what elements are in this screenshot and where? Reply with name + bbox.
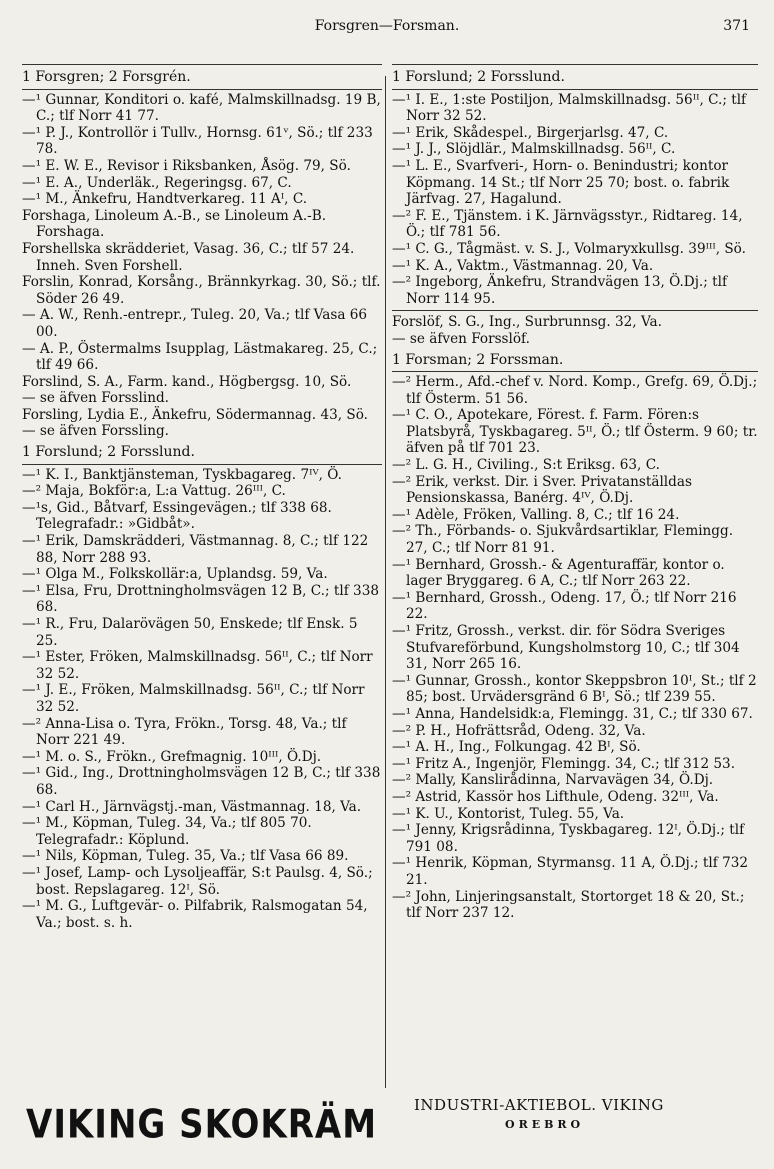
directory-entry: —² Maja, Bokför:a, L:a Vattug. 26ᴵᴵᴵ, C. bbox=[22, 483, 286, 500]
directory-entry: —¹ E. A., Underläk., Regeringsg. 67, C. bbox=[22, 174, 292, 191]
directory-entry: Forsling, Lydia E., Änkefru, Södermannag. 43, Sö. bbox=[22, 406, 368, 423]
directory-entry: —¹ M., Köpman, Tuleg. 34, Va.; tlf 805 70. Telegrafadr.: Köplund. bbox=[22, 815, 312, 848]
section-heading: 1 Forsman; 2 Forssman. bbox=[392, 348, 758, 373]
directory-entry: —¹ Elsa, Fru, Drottningholmsvägen 12 B, C.; tlf 338 68. bbox=[22, 582, 380, 616]
directory-entry: —¹ K. A., Vaktm., Västmannag. 20, Va. bbox=[392, 257, 654, 274]
column-divider bbox=[385, 76, 386, 1088]
directory-entry: —¹ Fritz A., Ingenjör, Flemingg. 34, C.; tlf 312 53. bbox=[392, 755, 736, 772]
directory-entry: —¹ Bernhard, Grossh., Odeng. 17, Ö.; tlf Norr 216 22. bbox=[392, 589, 737, 623]
directory-entry: —¹ K. U., Kontorist, Tuleg. 55, Va. bbox=[392, 805, 625, 822]
left-column bbox=[22, 64, 382, 1087]
directory-entry: —¹ E. W. E., Revisor i Riksbanken, Åsög. 79, Sö. bbox=[22, 157, 351, 174]
directory-entry: —¹ Fritz, Grossh., verkst. dir. för Södra Sveriges Stufvareförbund, Kungsholmstorg 10, C.; tlf 304 31, Norr 265 16. bbox=[392, 623, 740, 673]
directory-entry: —¹ Gunnar, Grossh., kontor Skeppsbron 10ᴵ, St.; tlf 2 85; bost. Urvädersgränd 6 Bᴵ, Sö.; tlf 239 55. bbox=[392, 672, 757, 706]
directory-entry: —¹ Erik, Skådespel., Birgerjarlsg. 47, C. bbox=[392, 124, 669, 141]
directory-entry: —¹ L. E., Svarfveri-, Horn- o. Benindustri; kontor Köpmang. 14 St.; tlf Norr 25 70; bost. o. fabrik Järfvag. 27, Hagalund. bbox=[392, 157, 730, 208]
directory-entry: —¹ Carl H., Järnvägstj.-man, Västmannag. 18, Va. bbox=[22, 798, 362, 815]
directory-entry: —¹ K. I., Banktjänsteman, Tyskbagareg. 7ᴵⱽ, Ö. bbox=[22, 466, 342, 483]
directory-entry: —¹ J. E., Fröken, Malmskillnadsg. 56ᴵᴵ, C.; tlf Norr 32 52. bbox=[22, 682, 365, 715]
page-header bbox=[0, 14, 774, 40]
directory-entry: —¹ Nils, Köpman, Tuleg. 35, Va.; tlf Vasa 66 89. bbox=[22, 848, 349, 865]
section-rule bbox=[392, 310, 758, 311]
section-heading: 1 Forslund; 2 Forsslund. bbox=[392, 64, 758, 90]
directory-entry: —² Astrid, Kassör hos Lifthule, Odeng. 32ᴵᴵᴵ, Va. bbox=[392, 788, 719, 805]
directory-entry: —¹ Bernhard, Grossh.- & Agenturaffär, kontor o. lager Bryggareg. 6 A, C.; tlf Norr 263 22. bbox=[392, 556, 725, 590]
directory-entry: Forslin, Konrad, Korsång., Brännkyrkag. 30, Sö.; tlf. Söder 26 49. bbox=[22, 274, 381, 307]
directory-entry: —¹ A. H., Ing., Folkungag. 42 Bᴵ, Sö. bbox=[392, 739, 641, 756]
directory-entry: —¹ Adèle, Fröken, Valling. 8, C.; tlf 16 24. bbox=[392, 506, 680, 523]
directory-entry: Forshaga, Linoleum A.-B., se Linoleum A.-B. Forshaga. bbox=[22, 207, 327, 241]
advertisement-footer bbox=[0, 1092, 774, 1152]
directory-entry: —² Th., Förbands- o. Sjukvårdsartiklar, Flemingg. 27, C.; tlf Norr 81 91. bbox=[392, 523, 734, 557]
directory-entry: —² Herm., Afd.-chef v. Nord. Komp., Grefg. 69, Ö.Dj.; tlf Österm. 51 56. bbox=[392, 374, 758, 407]
company-city: OREBRO bbox=[505, 1118, 585, 1131]
brand-name: VIKING SKOKRÄM bbox=[26, 1102, 378, 1148]
directory-entry: Forshellska skrädderiet, Vasag. 36, C.; tlf 57 24. Inneh. Sven Forshell. bbox=[22, 240, 355, 274]
directory-entry: — A. P., Östermalms Isupplag, Lästmakareg. 25, C.; tlf 49 66. bbox=[22, 340, 378, 374]
directory-entry: —¹ J. J., Slöjdlär., Malmskillnadsg. 56ᴵᴵ, C. bbox=[392, 141, 676, 158]
directory-entry: —¹ R., Fru, Dalarövägen 50, Enskede; tlf Ensk. 5 25. bbox=[22, 616, 358, 649]
directory-entry: Forslind, S. A., Farm. kand., Högbergsg. 10, Sö. bbox=[22, 373, 352, 390]
company-name: INDUSTRI-AKTIEBOL. VIKING bbox=[414, 1096, 664, 1114]
right-column bbox=[392, 64, 758, 1087]
running-title: Forsgren—Forsman. bbox=[314, 18, 460, 34]
directory-entry: —² Mally, Kanslirådinna, Narvavägen 34, Ö.Dj. bbox=[392, 772, 714, 789]
directory-entry: —¹ C. O., Apotekare, Förest. f. Farm. Fören:s Platsbyrå, Tyskbagareg. 5ᴵᴵ, Ö.; tlf Österm. 9 60; tr. äfven på tlf 701 23. bbox=[392, 407, 758, 457]
directory-entry: —² P. H., Hofrättsråd, Odeng. 32, Va. bbox=[392, 722, 646, 739]
directory-entry: —¹ Gid., Ing., Drottningholmsvägen 12 B, C.; tlf 338 68. bbox=[22, 765, 381, 798]
directory-entry: —¹ M. G., Luftgevär- o. Pilfabrik, Ralsmogatan 54, Va.; bost. s. h. bbox=[22, 898, 368, 931]
directory-entry: —¹ C. G., Tågmäst. v. S. J., Volmaryxkullsg. 39ᴵᴵᴵ, Sö. bbox=[392, 240, 746, 257]
directory-entry: —¹ Ester, Fröken, Malmskillnadsg. 56ᴵᴵ, C.; tlf Norr 32 52. bbox=[22, 649, 373, 682]
directory-entry: —² Erik, verkst. Dir. i Sver. Privatanställdas Pensionskassa, Banérg. 4ᴵⱽ, Ö.Dj. bbox=[392, 473, 692, 507]
directory-entry: —¹ I. E., 1:ste Postiljon, Malmskillnadsg. 56ᴵᴵ, C.; tlf Norr 32 52. bbox=[392, 91, 747, 125]
directory-entry: Forslöf, S. G., Ing., Surbrunnsg. 32, Va. bbox=[392, 314, 662, 331]
directory-entry: —¹ Gunnar, Konditori o. kafé, Malmskillnadsg. 19 B, C.; tlf Norr 41 77. bbox=[22, 91, 381, 125]
section-heading: 1 Forsgren; 2 Forsgrén. bbox=[22, 64, 382, 90]
section-heading: 1 Forslund; 2 Forsslund. bbox=[22, 440, 382, 465]
directory-entry: — se äfven Forssling. bbox=[22, 423, 169, 440]
directory-entry: —² John, Linjeringsanstalt, Stortorget 18 & 20, St.; tlf Norr 237 12. bbox=[392, 888, 745, 922]
directory-entry: —¹s, Gid., Båtvarf, Essingevägen.; tlf 338 68. Telegrafadr.: »Gidbåt». bbox=[22, 499, 332, 533]
directory-entry: — A. W., Renh.-entrepr., Tuleg. 20, Va.; tlf Vasa 66 00. bbox=[22, 307, 368, 340]
directory-entry: —¹ Henrik, Köpman, Styrmansg. 11 A, Ö.Dj.; tlf 732 21. bbox=[392, 855, 749, 888]
directory-entry: —¹ Olga M., Folkskollär:a, Uplandsg. 59, Va. bbox=[22, 566, 328, 583]
directory-entry: —² F. E., Tjänstem. i K. Järnvägsstyr., Ridtareg. 14, Ö.; tlf 781 56. bbox=[392, 207, 743, 241]
directory-entry: —² L. G. H., Civiling., S:t Eriksg. 63, C. bbox=[392, 457, 660, 474]
directory-entry: —¹ P. J., Kontrollör i Tullv., Hornsg. 61ᵛ, Sö.; tlf 233 78. bbox=[22, 124, 373, 158]
directory-entry: —¹ M. o. S., Frökn., Grefmagnig. 10ᴵᴵᴵ, Ö.Dj. bbox=[22, 748, 322, 765]
page-number: 371 bbox=[723, 18, 750, 34]
directory-entry: —¹ Erik, Damskrädderi, Västmannag. 8, C.; tlf 122 88, Norr 288 93. bbox=[22, 533, 369, 566]
directory-entry: —² Anna-Lisa o. Tyra, Frökn., Torsg. 48, Va.; tlf Norr 221 49. bbox=[22, 715, 347, 749]
directory-entry: —¹ Anna, Handelsidk:a, Flemingg. 31, C.; tlf 330 67. bbox=[392, 705, 753, 722]
directory-entry: — se äfven Forsslind. bbox=[22, 390, 169, 407]
directory-entry: —² Ingeborg, Änkefru, Strandvägen 13, Ö.Dj.; tlf Norr 114 95. bbox=[392, 274, 727, 307]
directory-entry: —¹ Josef, Lamp- och Lysoljeaffär, S:t Paulsg. 4, Sö.; bost. Repslagareg. 12ᴵ, Sö. bbox=[22, 864, 373, 898]
directory-entry: —¹ M., Änkefru, Handtverkareg. 11 Aᴵ, C. bbox=[22, 191, 308, 208]
directory-entry: — se äfven Forsslöf. bbox=[392, 330, 530, 347]
directory-entry: —¹ Jenny, Krigsrådinna, Tyskbagareg. 12ᴵ, Ö.Dj.; tlf 791 08. bbox=[392, 822, 745, 855]
